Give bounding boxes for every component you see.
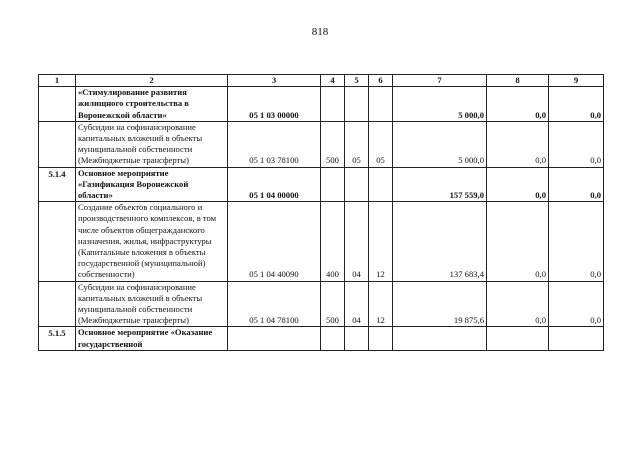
row-section	[345, 167, 369, 202]
table-row	[39, 281, 604, 327]
col-header: 5	[345, 75, 369, 87]
table-row	[39, 202, 604, 281]
col-header: 8	[487, 75, 549, 87]
row-section	[345, 327, 369, 350]
row-subsection	[369, 327, 393, 350]
row-number	[39, 87, 76, 122]
row-amount-3: 0,0	[549, 167, 604, 202]
row-amount-1: 5 000,0	[393, 87, 487, 122]
row-expense-type: 500	[321, 121, 345, 167]
row-code: 05 1 03 78100	[228, 121, 321, 167]
row-amount-3: 0,0	[549, 202, 604, 281]
row-amount-2: 0,0	[487, 167, 549, 202]
row-amount-2: 0,0	[487, 202, 549, 281]
row-subsection	[369, 167, 393, 202]
row-amount-3	[549, 327, 604, 350]
row-subsection: 12	[369, 281, 393, 327]
row-name: Создание объектов социального и производственного комплексов, в том числе объектов общегражданского назначения, жилья, инфраструктуры (Капитальные вложения в объекты государственной (муниципальной) собственности)	[76, 202, 228, 281]
row-name: Основное мероприятие «Газификация Воронежской области»	[76, 167, 228, 202]
row-amount-2: 0,0	[487, 281, 549, 327]
row-amount-1: 5 000,0	[393, 121, 487, 167]
budget-table	[38, 74, 604, 351]
col-header: 2	[76, 75, 228, 87]
row-section	[345, 87, 369, 122]
row-amount-2	[487, 327, 549, 350]
table-row	[39, 87, 604, 122]
row-expense-type	[321, 167, 345, 202]
page-number: 818	[311, 26, 329, 38]
row-name: Основное мероприятие «Оказание государственной	[76, 327, 228, 350]
col-header: 1	[39, 75, 76, 87]
table-row	[39, 167, 604, 202]
row-amount-1: 137 683,4	[393, 202, 487, 281]
table-row	[39, 121, 604, 167]
row-code: 05 1 04 00000	[228, 167, 321, 202]
col-header: 4	[321, 75, 345, 87]
row-amount-1: 19 875,6	[393, 281, 487, 327]
row-expense-type: 500	[321, 281, 345, 327]
row-amount-3: 0,0	[549, 87, 604, 122]
col-header: 3	[228, 75, 321, 87]
row-name: Субсидии на софинансирование капитальных вложений в объекты муниципальной собственности (Межбюджетные трансферты)	[76, 121, 228, 167]
row-name: Субсидии на софинансирование капитальных вложений в объекты муниципальной собственности (Межбюджетные трансферты)	[76, 281, 228, 327]
row-amount-1: 157 559,0	[393, 167, 487, 202]
col-header: 6	[369, 75, 393, 87]
row-amount-2: 0,0	[487, 87, 549, 122]
row-section: 05	[345, 121, 369, 167]
row-amount-2: 0,0	[487, 121, 549, 167]
table-row	[39, 327, 604, 350]
col-header: 7	[393, 75, 487, 87]
row-subsection: 12	[369, 202, 393, 281]
row-amount-3: 0,0	[549, 121, 604, 167]
row-amount-3: 0,0	[549, 281, 604, 327]
row-amount-1	[393, 327, 487, 350]
row-section: 04	[345, 202, 369, 281]
row-code: 05 1 04 40090	[228, 202, 321, 281]
row-code: 05 1 04 78100	[228, 281, 321, 327]
row-name: «Стимулирование развития жилищного строительства в Воронежской области»	[76, 87, 228, 122]
row-number	[39, 121, 76, 167]
header-row	[39, 75, 604, 87]
row-expense-type: 400	[321, 202, 345, 281]
row-number	[39, 281, 76, 327]
row-section: 04	[345, 281, 369, 327]
row-subsection	[369, 87, 393, 122]
row-code	[228, 327, 321, 350]
row-subsection: 05	[369, 121, 393, 167]
row-number	[39, 202, 76, 281]
col-header: 9	[549, 75, 604, 87]
row-code: 05 1 03 00000	[228, 87, 321, 122]
row-number: 5.1.4	[39, 167, 76, 202]
row-expense-type	[321, 87, 345, 122]
row-expense-type	[321, 327, 345, 350]
row-number: 5.1.5	[39, 327, 76, 350]
